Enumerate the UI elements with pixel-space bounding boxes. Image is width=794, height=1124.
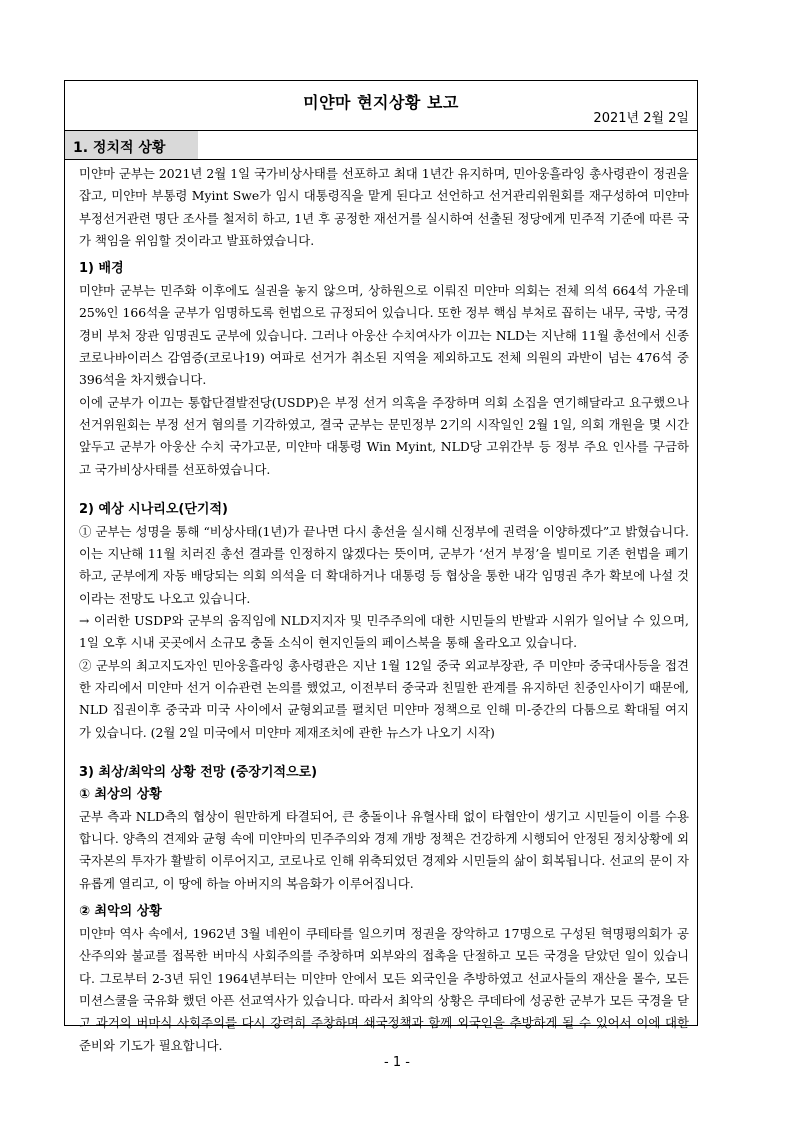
subheading-best-case: ① 최상의 상황 [79, 786, 162, 802]
intro-paragraph: 미얀마 군부는 2021년 2월 1일 국가비상사태를 선포하고 최대 1년간 유지하며, 민아웅흘라잉 총사령관이 정권을 잡고, 미얀마 부통령 Myint Swe가 임시 대통령직을 맡게 된다고 선언하고 선거관리위원회를 재구성하여 미얀마 부정선거관련 명단 조사를 철저히 하고, 1년 후 공정한 재선거를 실시하여 선출된 정당에게 민주적 기준에 따른 국가 책임을 위임할 것이라고 발표하였습니다. [79, 166, 689, 248]
subheading-worst-case: ② 최악의 상황 [79, 904, 162, 920]
scenario-paragraph-1: ① 군부는 성명을 통해 “비상사태(1년)가 끝나면 다시 총선을 실시해 신정부에 권력을 이양하겠다”고 밝혔습니다. 이는 지난해 11월 치러진 총선 결과를 인정하지 않겠다는 뜻이며, 군부가 ‘선거 부정’을 빌미로 기존 헌법을 폐기하고, 군부에게 자동 배당되는 의회 의석을 더 확대하거나 대통령 등 협상을 통한 내각 임명권 추가 확보에 나설 것이라는 전망도 나오고 있습니다. [79, 523, 689, 606]
section-heading-political: 1. 정치적 상황 [73, 140, 166, 156]
best-case-paragraph: 군부 측과 NLD측의 협상이 원만하게 타결되어, 큰 충돌이나 유혈사태 없이 타협안이 생기고 시민들이 이를 수용합니다. 양측의 견제와 균형 속에 미얀마의 민주주의와 경제 개방 정책은 건강하게 시행되어 안정된 정치상황에 외국자본의 투자가 활발히 이루어지고, 코로나로 인해 위축되었던 경제와 시민들의 삶이 회복됩니다. 선교의 문이 자유롭게 열리고, 이 땅에 하늘 아버지의 복음화가 이루어집니다. [79, 808, 689, 891]
section-heading-bar [65, 130, 697, 160]
worst-case-paragraph: 미얀마 역사 속에서, 1962년 3월 네윈이 쿠테타를 일으키며 정권을 장악하고 17명으로 구성된 혁명평의회가 공산주의와 불교를 접목한 버마식 사회주의를 주창하며 외부와의 접촉을 단절하고 모든 국경을 닫았던 일이 있습니다. 그로부터 2-3년 뒤인 1964년부터는 미얀마 안에서 모든 외국인을 추방하였고 선교사들의 재산을 몰수, 모든 미션스쿨을 국유화 했던 아픈 선교역사가 있습니다. 따라서 최악의 상황은 쿠데타에 성공한 군부가 모든 국경을 닫고 과거의 버마식 사회주의를 다시 강력히 주창하며 쇄국정책과 함께 외국인을 추방하게 될 수 있어서 이에 대한 준비와 기도가 필요합니다. [79, 926, 689, 1053]
document-date: 2021년 2월 2일 [593, 111, 689, 126]
document-title: 미얀마 현지상황 보고 [303, 93, 459, 112]
subheading-background: 1) 배경 [79, 261, 124, 277]
scenario-paragraph-3: ② 군부의 최고지도자인 민아웅흘라잉 총사령관은 지난 1월 12일 중국 외교부장관, 주 미얀마 중국대사등을 접견한 자리에서 미얀마 선거 이슈관련 논의를 했었고, 이전부터 중국과 친밀한 관계를 유지하던 친중인사이기 때문에, NLD 집권이후 중국과 미국 사이에서 균형외교를 펼치던 미얀마 정책으로 인해 미-중간의 다툼으로 확대될 여지가 있습니다. (2월 2일 미국에서 미얀마 제재조치에 관한 뉴스가 나오기 시작) [79, 657, 689, 740]
background-paragraph-2: 이에 군부가 이끄는 통합단결발전당(USDP)은 부정 선거 의혹을 주장하며 의회 소집을 연기해달라고 요구했으나 선거위원회는 부정 선거 혐의를 기각하였고, 결국 군부는 문민정부 2기의 시작일인 2월 1일, 의회 개원을 몇 시간 앞두고 군부가 아웅산 수치 국가고문, 미얀마 대통령 Win Myint, NLD당 고위간부 등 정부 주요 인사를 구금하고 국가비상사태를 선포하였습니다. [79, 394, 689, 477]
background-paragraph-1: 미얀마 군부는 민주화 이후에도 실권을 놓지 않으며, 상하원으로 이뤄진 미얀마 의회는 전체 의석 664석 가운데 25%인 166석을 군부가 임명하도록 헌법으로 규정되어 있습니다. 또한 정부 핵심 부처로 꼽히는 내무, 국방, 국경경비 부처 장관 임명권도 군부에 있습니다. 그러나 아웅산 수치여사가 이끄는 NLD는 지난해 11월 총선에서 신종 코로나바이러스 감염증(코로나19) 여파로 선거가 취소된 지역을 제외하고도 전체 의원의 과반이 넘는 476석 중 396석을 차지했습니다. [79, 283, 689, 388]
subheading-outlook: 3) 최상/최악의 상황 전망 (중장기적으로) [79, 764, 318, 780]
subheading-scenario: 2) 예상 시나리오(단기적) [79, 501, 228, 517]
report-body [79, 163, 689, 1057]
scenario-paragraph-2: → 이러한 USDP와 군부의 움직임에 NLD지지자 및 민주주의에 대한 시민들의 반발과 시위가 일어날 수 있으며, 1일 오후 시내 곳곳에서 소규모 충돌 소식이 현지인들의 페이스북을 통해 올라오고 있습니다. [79, 613, 689, 651]
report-frame [64, 80, 698, 1053]
page-number: - 1 - [384, 1055, 410, 1070]
